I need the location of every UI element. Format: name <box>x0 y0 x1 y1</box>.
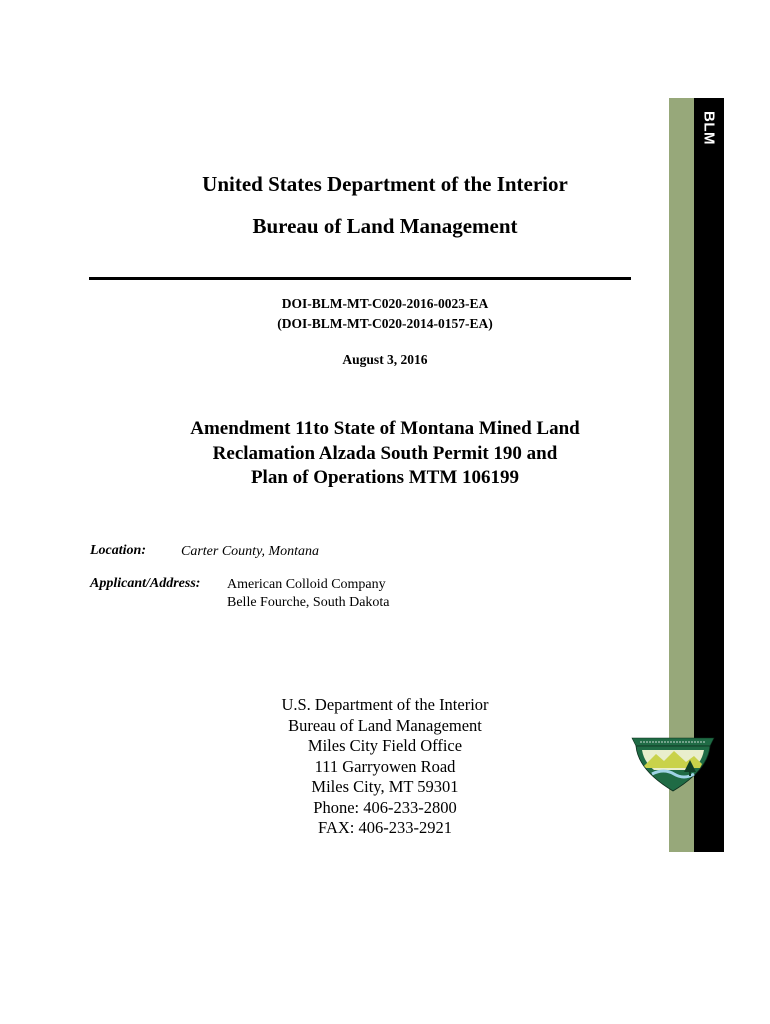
office-line-2: Bureau of Land Management <box>288 715 482 735</box>
applicant-address <box>227 576 390 612</box>
office-line-5: Miles City, MT 59301 <box>311 777 459 796</box>
bureau-title: Bureau of Land Management <box>252 214 518 238</box>
document-date: August 3, 2016 <box>342 352 428 367</box>
document-title-line-1: Amendment 11to State of Montana Mined Land <box>190 418 580 439</box>
applicant-city: Belle Fourche, South Dakota <box>227 595 390 610</box>
office-line-1: U.S. Department of the Interior <box>281 695 489 714</box>
side-band-label <box>694 98 724 158</box>
office-line-7: FAX: 406-233-2921 <box>318 818 452 837</box>
document-title-line-2: Reclamation Alzada South Permit 190 and <box>212 442 558 464</box>
applicant-label: Applicant/Address: <box>90 576 201 591</box>
blm-shield-logo-icon <box>630 730 716 792</box>
document-title-line-3: Plan of Operations MTM 106199 <box>250 467 520 488</box>
horizontal-rule <box>89 277 631 280</box>
location-value: Carter County, Montana <box>181 544 320 559</box>
blm-vertical-text: BLM <box>700 111 718 145</box>
office-line-6: Phone: 406-233-2800 <box>313 797 457 817</box>
department-title: United States Department of the Interior <box>202 172 568 196</box>
office-line-4: 111 Garryowen Road <box>314 756 456 776</box>
document-id-secondary: (DOI-BLM-MT-C020-2014-0157-EA) <box>277 316 493 331</box>
applicant-name: American Colloid Company <box>227 577 386 592</box>
location-label: Location: <box>90 543 146 558</box>
field-office-address <box>200 695 570 839</box>
office-line-3: Miles City Field Office <box>307 736 463 755</box>
document-id-primary: DOI-BLM-MT-C020-2016-0023-EA <box>281 296 489 311</box>
document-title <box>90 417 680 491</box>
